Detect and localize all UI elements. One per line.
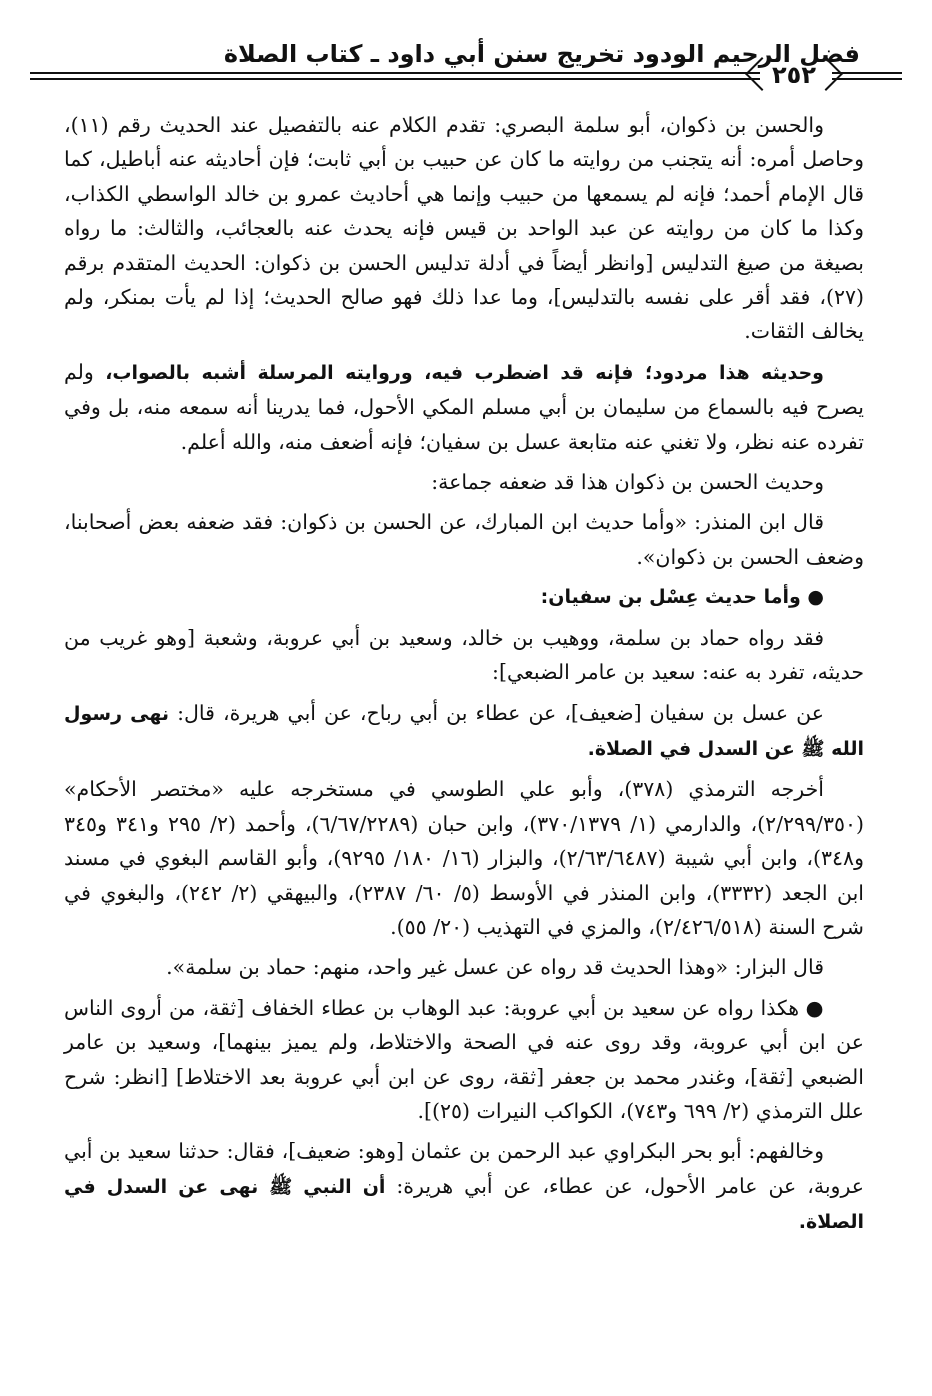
paragraph: أخرجه الترمذي (٣٧٨)، وأبو علي الطوسي في مستخرجه عليه «مختصر الأحكام» (٢/٢٩٩/٣٥٠)، والدارمي (١/ ٣٧٠/١٣٧٩)، وابن حبان (٦/٦٧/٢٢٨٩)، وأحمد (٢/ ٢٩٥ و٣٤١ و٣٤٥ و٣٤٨)، وابن أبي شيبة (٢/٦٣/٦٤٨٧)، والبزار (١٦/ ١٨٠/ ٩٢٩٥)، وأبو القاسم البغوي في مسند ابن الجعد (٣٣٣٢)، وابن المنذر في الأوسط (٥/ ٦٠/ ٢٣٨٧)، والبيهقي (٢/ ٢٤٢)، والبغوي في شرح السنة (٢/٤٢٦/٥١٨)، والمزي في التهذيب (٢٠/ ٥٥).: [64, 777, 864, 939]
header-rule: [832, 78, 902, 80]
bullet-icon: ●: [805, 995, 824, 1020]
heading-text: وأما حديث عِسْل بن سفيان:: [540, 586, 808, 609]
page-number-text: ٢٥٢: [772, 61, 816, 89]
paragraph-text: هكذا رواه عن سعيد بن أبي عروبة: عبد الوهاب بن عطاء الخفاف [ثقة، من أروى الناس عن ابن أبي عروبة، وقد روى عنه في الصحة والاختلاط، ولم يميز بينهما]، وسعيد بن عامر الضبعي [ثقة]، وغندر محمد بن جعفر [ثقة، روى عن ابن أبي عروبة بعد الاختلاط] [انظر: شرح علل الترمذي (٢/ ٦٩٩ و٧٤٣)، الكواكب النيرات (٢٥)].: [64, 995, 864, 1123]
section-heading: [64, 580, 864, 614]
body-text: [64, 108, 864, 1246]
paragraph: [64, 696, 864, 767]
paragraph: وحديث الحسن بن ذكوان هذا قد ضعفه جماعة:: [431, 470, 824, 495]
paragraph-text: ولم يصرح فيه بالسماع من سليمان بن أبي مسلم المكي الأحول، فما يدرينا أنه سمعه منه، بل وفي تفرده عنه نظر، ولا تغني عنه متابعة عسل بن سفيان؛ فإنه أضعف منه، والله أعلم.: [64, 359, 864, 454]
page-number: [748, 58, 840, 92]
paragraph: والحسن بن ذكوان، أبو سلمة البصري: تقدم الكلام عنه بالتفصيل عند الحديث رقم (١١)، وحاصل أمره: أنه يتجنب من روايته ما كان عن حبيب بن أبي ثابت؛ فإن أحاديثه عنه أباطيل، كما قال الإمام أحمد؛ فإنه لم يسمعها من حبيب وإنما هي أحاديث عمرو بن خالد الواسطي الكذاب، وكذا ما كان من روايته عن عبد الواحد بن قيس فإنه يحدث عنه بالعجائب، والثالث: ما رواه بصيغة من صيغ التدليس [وانظر أيضاً في أدلة تدليس الحسن بن ذكوان: الحديث المتقدم برقم (٢٧)، فقد أقر على نفسه بالتدليس]، وما عدا ذلك فهو صالح الحديث؛ إذا لم يأت بمنكر، ولم يخالف الثقات.: [64, 113, 864, 344]
hadith-text: نهى رسول الله ﷺ عن السدل في الصلاة.: [64, 702, 864, 760]
paragraph: [64, 1134, 864, 1239]
bullet-icon: ●: [807, 586, 824, 609]
paragraph: فقد رواه حماد بن سلمة، ووهيب بن خالد، وسعيد بن أبي عروبة، وشعبة [وهو غريب من حديثه، تفرد به عنه: سعيد بن عامر الضبعي]:: [64, 625, 864, 685]
running-header-title: فضل الرحيم الودود تخريج سنن أبي داود ـ كتاب الصلاة: [223, 40, 860, 68]
paragraph: [64, 991, 864, 1129]
paragraph-text: عن عسل بن سفيان [ضعيف]، عن عطاء بن أبي رباح، عن أبي هريرة، قال:: [169, 700, 824, 725]
paragraph: قال ابن المنذر: «وأما حديث ابن المبارك، عن الحسن بن ذكوان: فقد ضعفه بعض أصحابنا، وضعف الحسن بن ذكوان».: [64, 510, 864, 569]
paragraph: قال البزار: «وهذا الحديث قد رواه عن عسل غير واحد، منهم: حماد بن سلمة».: [166, 955, 824, 980]
paragraph: [64, 355, 864, 459]
hadith-text: أن النبي ﷺ نهى عن السدل في الصلاة.: [64, 1175, 864, 1234]
header-rule: [30, 78, 760, 80]
bold-text: وحديثه هذا مردود؛ فإنه قد اضطرب فيه، وروايته المرسلة أشبه بالصواب،: [105, 361, 824, 384]
header-rule: [30, 72, 760, 74]
paragraph-text: وخالفهم: أبو بحر البكراوي عبد الرحمن بن عثمان [وهو: ضعيف]، فقال: حدثنا سعيد بن أبي عروبة، عن عامر الأحول، عن عطاء، عن أبي هريرة:: [64, 1139, 864, 1198]
